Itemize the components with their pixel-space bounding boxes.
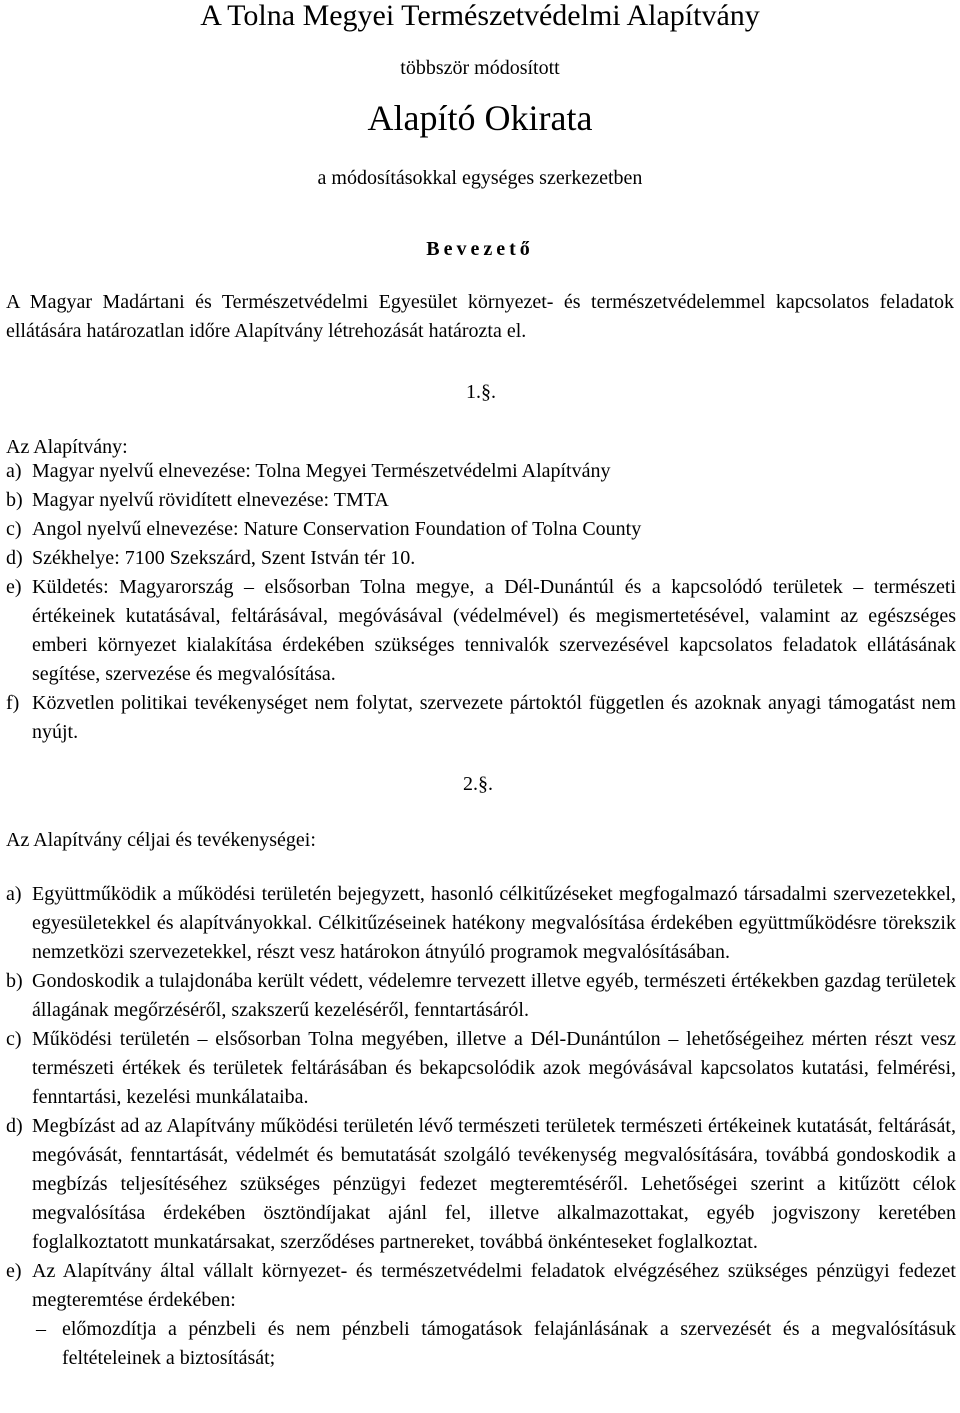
list-marker: e)	[6, 576, 22, 598]
list-item	[6, 967, 956, 1025]
document-subtitle: többször módosított	[400, 57, 560, 79]
list-item	[6, 1257, 956, 1373]
section-2-list	[6, 880, 956, 1373]
list-item	[6, 486, 956, 515]
list-item-text: Az Alapítvány által vállalt környezet- és természetvédelmi feladatok elvégzéséhez szükséges pénzügyi fedezet megteremtése érdekében:	[32, 1260, 956, 1311]
dash-marker: –	[36, 1318, 46, 1340]
list-item	[6, 515, 956, 544]
list-item	[6, 689, 956, 747]
sublist-item	[32, 1315, 956, 1373]
list-item-text: Működési területén – elsősorban Tolna megyében, illetve a Dél-Dunántúlon – lehetőségeihez mérten részt vesz természeti értékek és területek feltárásában és bekapcsolódik azok megóvásával kapcsolatos kutatási, felmérési, fenntartási, kezelési munkálataiba.	[32, 1028, 956, 1108]
section-1-label: Az Alapítvány:	[6, 436, 128, 458]
list-item	[6, 544, 956, 573]
list-item-text: Magyar nyelvű elnevezése: Tolna Megyei Természetvédelmi Alapítvány	[32, 460, 611, 482]
document-title: A Tolna Megyei Természetvédelmi Alapítvány	[200, 0, 760, 32]
list-item	[6, 880, 956, 967]
list-marker: d)	[6, 547, 23, 569]
list-marker: b)	[6, 489, 23, 511]
sublist-item-text: előmozdítja a pénzbeli és nem pénzbeli támogatások felajánlásának a szervezését és a megvalósításuk feltételeinek a biztosítását;	[62, 1318, 956, 1369]
list-marker: c)	[6, 518, 22, 540]
intro-heading: Bevezető	[426, 238, 534, 260]
list-item-text: Közvetlen politikai tevékenységet nem folytat, szervezete pártoktól független és azoknak anyagi támogatást nem nyújt.	[32, 692, 956, 743]
list-marker: a)	[6, 883, 22, 905]
list-item	[6, 1112, 956, 1257]
list-item-text: Együttműködik a működési területén bejegyzett, hasonló célkitűzéseket megfogalmazó társadalmi szervezetekkel, egyesületekkel és alapítványokkal. Célkitűzéseinek hatékony megvalósítása érdekében együttműködésre törekszik nemzetközi szervezetekkel, részt vesz határokon átnyúló programok megvalósításában.	[32, 883, 956, 963]
section-2-number: 2.§.	[463, 773, 493, 795]
list-item-text: Megbízást ad az Alapítvány működési területén lévő természeti területek természeti értékeinek kutatását, feltárását, megóvását, fenntartását, védelmét és bemutatását szolgáló tevékenység megvalósítására, továbbá gondoskodik a megbízás teljesítéséhez szükséges pénzügyi fedezet megteremtéséről. Lehetőségei szerint a kitűzött célok megvalósítása érdekében ösztöndíjakat ajánl fel, illetve alkalmazottakat, egyéb jogviszony keretében foglalkoztatott munkatársakat, szerződéses partnereket, továbbá önkénteseket foglalkoztat.	[32, 1115, 956, 1253]
list-marker: f)	[6, 692, 20, 714]
list-marker: d)	[6, 1115, 23, 1137]
list-marker: b)	[6, 970, 23, 992]
document-main-heading: Alapító Okirata	[367, 98, 593, 138]
section-2-label: Az Alapítvány céljai és tevékenységei:	[6, 829, 316, 851]
list-marker: a)	[6, 460, 22, 482]
list-item-text: Angol nyelvű elnevezése: Nature Conservation Foundation of Tolna County	[32, 518, 642, 540]
list-marker: c)	[6, 1028, 22, 1050]
list-item	[6, 1025, 956, 1112]
intro-paragraph: A Magyar Madártani és Természetvédelmi Egyesület környezet- és természetvédelemmel kapcsolatos feladatok ellátására határozatlan időre Alapítvány létrehozását határozta el.	[6, 291, 954, 342]
list-item-text: Magyar nyelvű rövidített elnevezése: TMTA	[32, 489, 389, 511]
list-item-text: Küldetés: Magyarország – elsősorban Tolna megye, a Dél-Dunántúl és a kapcsolódó területek – természeti értékeinek kutatásával, feltárásával, megóvásával (védelmével) és megismertetésével, valamint az egészséges emberi környezet kialakítása érdekében szükséges tennivalók szervezésével kapcsolatos feladatok ellátásának segítése, szervezése és megvalósítása.	[32, 576, 956, 685]
section-2-sublist	[32, 1315, 956, 1373]
section-1-list	[6, 457, 956, 747]
list-item-text: Gondoskodik a tulajdonába került védett, védelemre tervezett illetve egyéb, természeti értékekben gazdag területek állagának megőrzéséről, szakszerű kezeléséről, fenntartásáról.	[32, 970, 956, 1021]
list-item	[6, 573, 956, 689]
document-subheading: a módosításokkal egységes szerkezetben	[317, 167, 643, 189]
list-item	[6, 457, 956, 486]
list-marker: e)	[6, 1260, 22, 1282]
section-1-number: 1.§.	[466, 381, 496, 403]
list-item-text: Székhelye: 7100 Szekszárd, Szent István tér 10.	[32, 547, 416, 569]
